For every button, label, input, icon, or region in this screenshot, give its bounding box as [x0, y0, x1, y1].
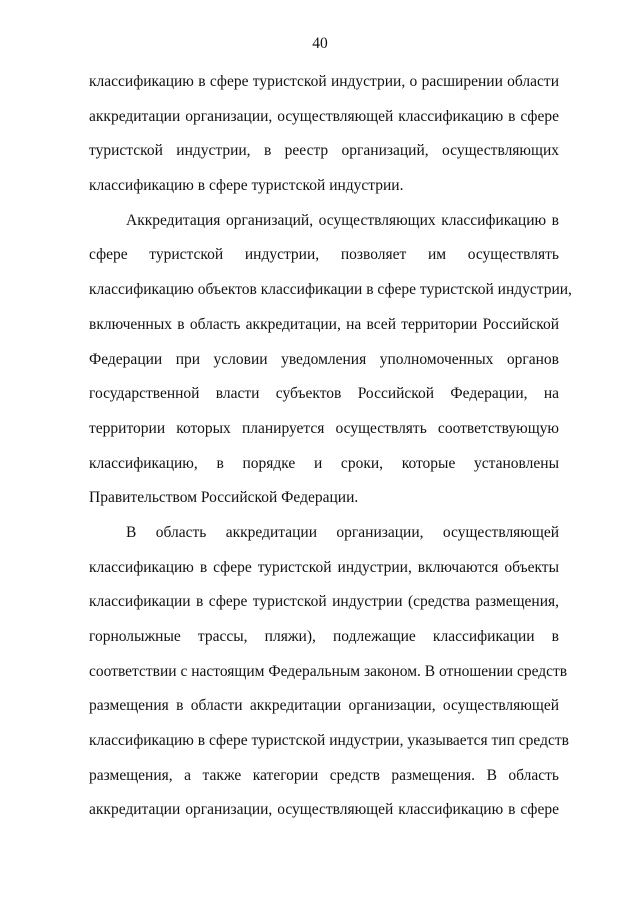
- text-line: размещения в области аккредитации организации, осуществляющей: [89, 697, 559, 715]
- text-line: классификацию объектов классификации в сфере туристской индустрии,: [89, 281, 572, 299]
- page-number: 40: [312, 35, 328, 52]
- paragraph: [89, 523, 569, 835]
- text-line: горнолыжные трассы, пляжи), подлежащие классификации в: [89, 628, 559, 645]
- text-line: В область аккредитации организации, осуществляющей: [126, 523, 559, 541]
- text-line: государственной власти субъектов Российской Федерации, на: [89, 385, 559, 403]
- text-line: классификацию в сфере туристской индустрии, указывается тип средств: [89, 732, 569, 750]
- text-line: классификации в сфере туристской индустрии (средства размещения,: [89, 593, 559, 611]
- paragraph: [89, 211, 572, 523]
- text-line: территории которых планируется осуществлять соответствующую: [89, 419, 559, 437]
- body-text: [89, 72, 572, 835]
- text-line: классификацию в сфере туристской индустрии, о расширении области: [89, 73, 559, 90]
- text-line: сфере туристской индустрии, позволяет им осуществлять: [89, 246, 559, 264]
- text-line: аккредитации организации, осуществляющей классификацию в сфере: [89, 107, 559, 125]
- text-line: классификацию в сфере туристской индустрии, включаются объекты: [89, 558, 559, 576]
- paragraph: [89, 72, 559, 211]
- text-line: Федерации при условии уведомления уполномоченных органов: [89, 350, 559, 368]
- text-line: Правительством Российской Федерации.: [89, 489, 359, 507]
- text-line: размещения, а также категории средств размещения. В область: [89, 766, 559, 784]
- text-line: туристской индустрии, в реестр организаций, осуществляющих: [89, 142, 559, 160]
- text-line: Аккредитация организаций, осуществляющих классификацию в: [126, 211, 559, 229]
- text-line: соответствии с настоящим Федеральным законом. В отношении средств: [89, 662, 568, 680]
- text-line: классификацию, в порядке и сроки, которые установлены: [89, 454, 559, 472]
- text-line: классификацию в сфере туристской индустрии.: [89, 177, 404, 195]
- text-line: включенных в область аккредитации, на всей территории Российской: [89, 315, 559, 333]
- text-line: аккредитации организации, осуществляющей классификацию в сфере: [89, 801, 559, 819]
